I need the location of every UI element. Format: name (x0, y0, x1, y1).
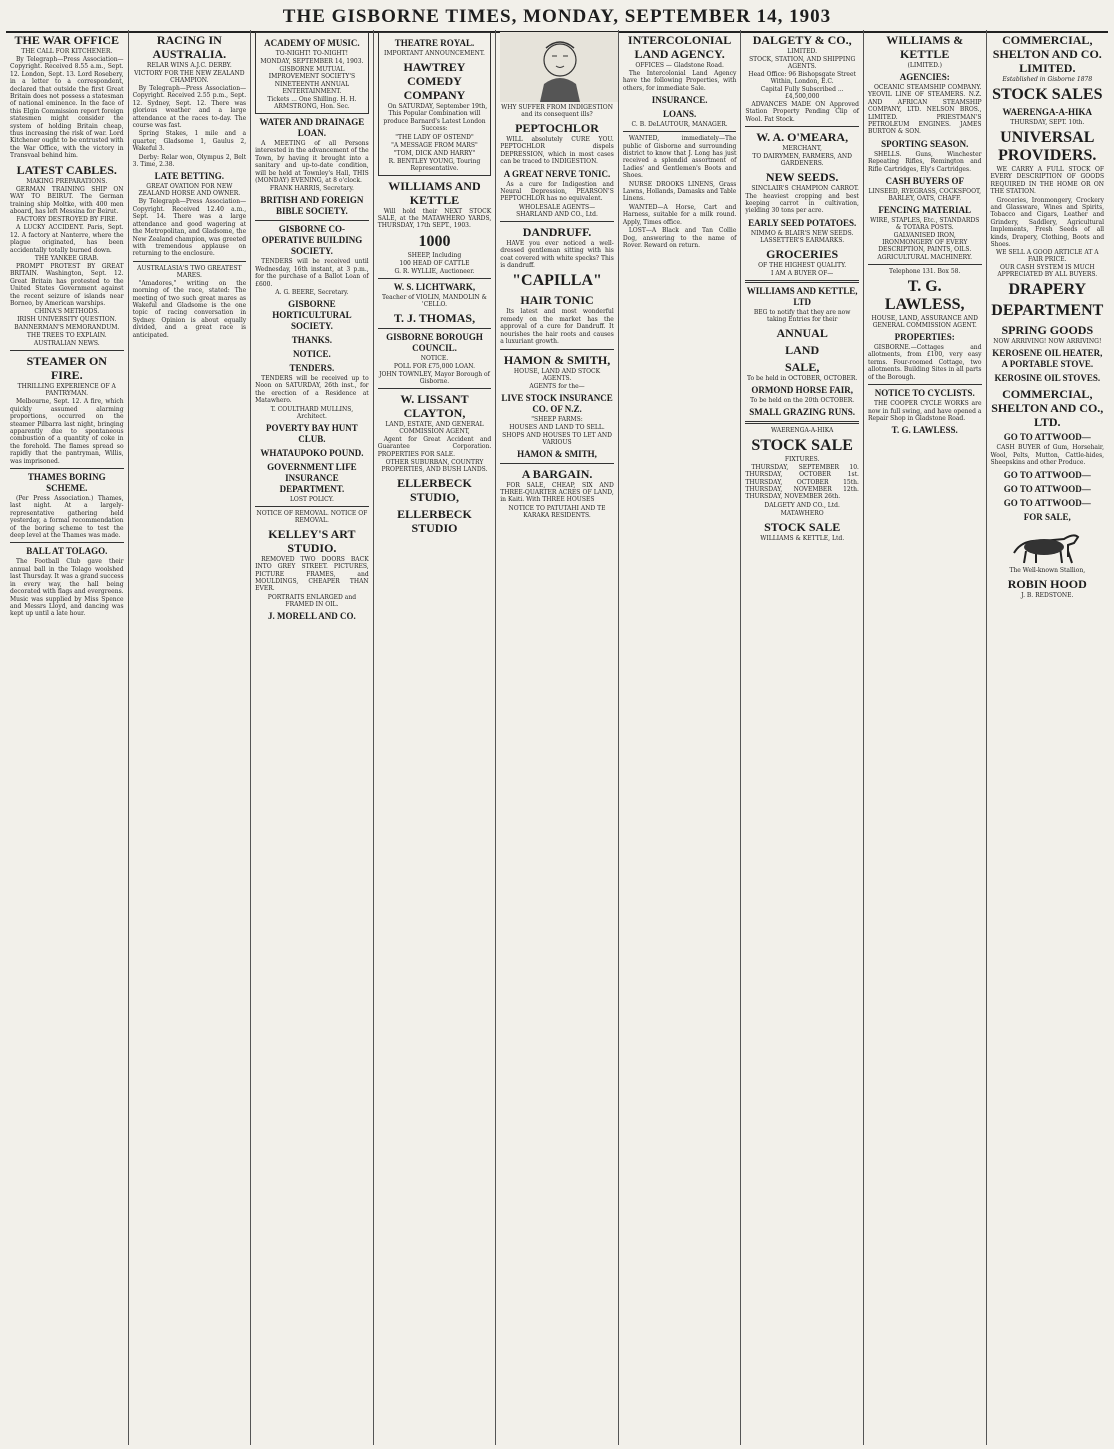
gentleman-illustration (500, 32, 619, 102)
australasia-heading: AUSTRALASIA'S TWO GREATEST MARES. (137, 264, 242, 279)
latest-cables-heading: LATEST CABLES. (16, 162, 117, 177)
racing-subheading: RELAR WINS A.J.C. DERBY. (146, 62, 232, 69)
column-2 (129, 30, 252, 1445)
agents-for: AGENTS for the— (529, 382, 585, 390)
lady-of-ostend: "THE LADY OF OSTEND" (395, 133, 474, 141)
fencing-body: WIRE, STAPLES, Etc., STANDARDS & TOTARA POSTS. (870, 217, 980, 232)
theatre-ad (378, 32, 492, 176)
derby-result: Derby: Relar won, Olympus 2, Belt 3. Time, 2.38. (132, 153, 247, 169)
capilla-heading: "CAPILLA" (512, 272, 602, 290)
govt-life-heading: GOVERNMENT LIFE INSURANCE DEPARTMENT. (267, 461, 357, 494)
agencies-heading: AGENCIES: (899, 72, 950, 82)
ellerbeck-heading-2: ELLERBECK STUDIO (397, 507, 472, 536)
late-betting-heading: LATE BETTING. (154, 171, 225, 182)
irish-heading: IRISH UNIVERSITY QUESTION. (17, 316, 117, 324)
stock-sales-heading: STOCK SALES (992, 86, 1103, 103)
williams-body: Will hold their NEXT STOCK SALE, at the MATAWHERO YARDS, THURSDAY, 17th SEPT., 1903. (377, 207, 492, 230)
commercial-heading-2: COMMERCIAL, SHELTON AND CO., LTD. (991, 387, 1104, 430)
theatre-sign: R. BENTLEY YOUNG, Touring Representative. (388, 157, 481, 172)
factory-body: A LUCKY ACCIDENT. Paris, Sept. 12. A factory at Nanterre, where the plague originated, has been accidentally totally burned down. (10, 224, 124, 254)
sport-body: SHELLS. Guns, Winchester Repeating Rifles, Remington and Rifle Cartridges, Ely's Cartridges. (867, 150, 982, 173)
williams-kettle-heading: WILLIAMS AND KETTLE, LTD (746, 285, 858, 307)
column-1 (6, 30, 129, 1445)
thames-heading: THAMES BORING SCHEME. (27, 472, 106, 494)
column-3 (251, 30, 374, 1445)
lost-policy: LOST POLICY. (289, 495, 334, 503)
classified-wanted: WANTED, immediately—The public of Gisborne and surrounding district to know that J. Long has just received a splendid assortment of Ladies' and Gentlemen's Boots and Shoes. (622, 135, 737, 180)
morell-heading: J. MORELL AND CO. (268, 610, 356, 621)
october: To be held in OCTOBER, OCTOBER. (746, 374, 858, 382)
grocers-list: Groceries, Ironmongery, Crockery and Glassware, Wines and Spirits, Tobacco and Cigars, Leather and Grindery, Saddlery, Agricultural Implements, Fresh Seeds of all kinds, Drapery, Clothing, Boots and Shoes. (990, 196, 1105, 249)
yankee-heading: THE YANKEE GRAB. (34, 254, 99, 262)
hair-tonic-heading: HAIR TONIC (520, 293, 594, 308)
horse-illustration (1002, 525, 1092, 565)
academy-ad (255, 32, 369, 114)
lawless-heading-2: T. G. LAWLESS. (891, 425, 958, 436)
academy-tonight: TO-NIGHT! TO-NIGHT! (275, 50, 349, 57)
stock-sale-heading: STOCK SALE (751, 436, 853, 454)
theatre-sub: IMPORTANT ANNOUNCEMENT. (384, 50, 485, 57)
academy-tickets: Tickets ... One Shilling. H. H. ARMSTRONG, Hon. Sec. (267, 96, 357, 110)
theatre-heading: THEATRE ROYAL. (394, 38, 475, 48)
matawhero-line: MATAWHERO (780, 509, 824, 517)
war-office-heading: THE WAR OFFICE (14, 33, 120, 47)
hawtrey-heading: HAWTREY COMEDY COMPANY (403, 60, 466, 102)
lassetter: NIMMO & BLAIR'S NEW SEEDS. LASSETTER'S EARMARKS. (750, 229, 854, 244)
machinery: AGRICULTURAL MACHINERY. (877, 254, 973, 262)
academy-heading: ACADEMY OF MUSIC. (264, 38, 360, 48)
omeara-heading: W. A. O'MEARA, (756, 130, 849, 145)
attwood-heading-3: GO TO ATTWOOD— (1003, 483, 1091, 494)
wk-sub: (LIMITED.) (907, 62, 942, 69)
stock-sale-heading-2: STOCK SALE (764, 519, 841, 534)
fencing-heading: FENCING MATERIAL (878, 205, 972, 216)
classified-horse: WANTED—A Horse, Cart and Harness, suitable for a milk round. Apply, Times office. (622, 203, 737, 226)
williams-heading: WILLIAMS AND KETTLE (388, 178, 481, 207)
bible-heading: BRITISH AND FOREIGN BIBLE SOCIETY. (260, 195, 364, 217)
cure-line: WHY SUFFER FROM INDIGESTION and its consequent ills? (501, 104, 613, 118)
australian-heading: AUSTRALIAN NEWS. (33, 340, 100, 348)
waerenga-line: WAERENGA-A-HIKA (770, 426, 834, 434)
ormond-heading: ORMOND HORSE FAIR, (751, 384, 853, 395)
clayton-heading: W. LISSANT CLAYTON, (400, 391, 469, 420)
kelleys-body: REMOVED TWO DOORS BACK INTO GREY STREET. PICTURES, PICTURE FRAMES, and MOULDINGS, CHEAPER THAN EVER. (255, 555, 369, 593)
insurance-heading: INSURANCE. (651, 95, 708, 106)
cattle-line: 100 HEAD OF CATTLE (399, 259, 470, 267)
coop-heading: GISBORNE CO-OPERATIVE BUILDING SOCIETY. (261, 224, 363, 257)
dalgety-sign: DALGETY AND CO., Ltd. (764, 501, 840, 509)
ormond-date: To be held on the 20th OCTOBER. (750, 396, 855, 404)
hamon-sub: HOUSE, LAND AND STOCK AGENTS. (513, 367, 601, 382)
land: LAND (785, 342, 820, 357)
annual: ANNUAL (776, 325, 828, 340)
column-9 (987, 30, 1109, 1445)
attwood-heading-2: GO TO ATTWOOD— (1003, 469, 1091, 480)
cash-items: LINSEED, RYEGRASS, COCKSFOOT, BARLEY, OATS, CHAFF. (868, 188, 982, 203)
australasia-body: "Amadores," writing on the morning of the race, stated: The meeting of two such great mares as Wakeful and Gladsome is the one topic of racing conversation in Sydney. Opinion is about equally divided, and a great race is anticipated. (132, 279, 247, 339)
academy-society: GISBORNE MUTUAL IMPROVEMENT SOCIETY'S (268, 66, 356, 80)
hawtrey-body: On SATURDAY, September 19th, This Popular Combination will produce Barnard's Latest London Success: (383, 103, 488, 133)
lichtwark-body: Teacher of VIOLIN, MANDOLIN & 'CELLO. (382, 293, 487, 308)
hamon-heading: HAMON & SMITH, (503, 352, 611, 367)
waerenga-heading: WAERENGA-A-HIKA (1002, 107, 1093, 117)
dalgety-sub: LIMITED. (787, 48, 818, 55)
omeara-sub: MERCHANT, (782, 145, 822, 153)
intercolonial-heading: INTERCOLONIAL LAND AGENCY. (627, 33, 732, 61)
bannerman-heading: BANNERMAN'S MEMORANDUM. (14, 324, 120, 332)
clayton-sub: LAND, ESTATE, AND GENERAL COMMISSION AGENT, (385, 420, 484, 435)
trees-heading: THE TREES TO EXPLAIN. (26, 332, 107, 340)
academy-date: MONDAY, SEPTEMBER 14, 1903. (260, 58, 364, 65)
drapery-heading: DRAPERY (1008, 281, 1087, 299)
making-prep-body: GERMAN TRAINING SHIP ON WAY TO BEIRUT. The German training ship Moltke, with 400 men aboard, has left Messina for Beirut. (10, 185, 124, 215)
sale: SALE, (784, 359, 820, 374)
borough-sign: JOHN TOWNLEY, Mayor Borough of Gisborne. (379, 370, 490, 385)
lawless-heading: T. G. LAWLESS, (884, 278, 965, 314)
column-8 (864, 30, 987, 1445)
hamon-heading-2: HAMON & SMITH, (517, 448, 597, 459)
thames-body: (Per Press Association.) Thames, last night. At a largely-representative gathering held yesterday, a formal recommendation of the boring scheme to test the deep level at the Thames was made. (10, 495, 124, 540)
sheep-line: SHEEP, Including (407, 251, 462, 259)
cash-heading: CASH BUYERS OF (885, 176, 964, 187)
cyclists-body: THE COOPER CYCLE WORKS are now in full swing, and have opened a Repair Shop in Gladstone Road. (867, 400, 982, 422)
thanks-heading: THANKS. (291, 335, 333, 346)
wk-body: BEG to notify that they are now taking Entries for their (753, 308, 851, 323)
omeara-body: TO DAIRYMEN, FARMERS, AND GARDENERS. (752, 153, 852, 168)
department-heading: DEPARTMENT (991, 302, 1104, 320)
arriving: NOW ARRIVING! NOW ARRIVING! (993, 338, 1102, 346)
racing-victory: VICTORY FOR THE NEW ZEALAND CHAMPION. (134, 70, 245, 84)
lichtwark-heading: W. S. LICHTWARK, (393, 281, 476, 292)
wk-head: WILLIAMS & KETTLE (886, 33, 964, 61)
sport-heading: SPORTING SEASON. (881, 138, 969, 149)
robin-hood: ROBIN HOOD (1007, 576, 1087, 591)
peptochlor-body: WILL absolutely CURE YOU. PEPTOCHLOR dispels DEPRESSION, which in most cases can be traced to INDIGESTION. (500, 136, 614, 166)
attwood-heading-4: GO TO ATTWOOD— (1003, 497, 1091, 508)
water-body: A MEETING of all Persons interested in the advancement of the Town, by having it brought into a sanitary and up-to-date condition, will be held at Townley's Hall, THIS (MONDAY) EVENING, at 8 o'clock. (255, 140, 369, 185)
intercolonial-sub: OFFICES — Gladstone Road. (635, 62, 724, 69)
tenders-heading: TENDERS. (289, 363, 335, 374)
seeds-body: SINCLAIR'S CHAMPION CARROT. The heaviest cropping and best keeping carrot in cultivation, yielding 30 tons per acre. (745, 185, 859, 215)
dalgety-lines: STOCK, STATION, AND SHIPPING AGENTS. (749, 56, 856, 70)
robin-sign: J. B. REDSTONE. (1021, 591, 1074, 599)
stoves-heading: KEROSINE OIL STOVES. (994, 373, 1101, 384)
great-nerve-heading: A GREAT NERVE TONIC. (503, 168, 611, 179)
coop-sign: A. G. BEERE, Secretary. (275, 289, 349, 297)
sheep-farms: "SHEEP FARMS: (531, 415, 583, 423)
stallion: The Well-known Stallion, (1009, 566, 1086, 574)
attwood-heading: GO TO ATTWOOD— (1003, 432, 1091, 443)
borough-heading: GISBORNE BOROUGH COUNCIL. (386, 331, 483, 353)
groceries-sub: OF THE HIGHEST QUALITY. (758, 261, 847, 269)
fixtures-heading: FIXTURES. (784, 455, 820, 463)
universal-body: WE CARRY A FULL STOCK OF EVERY DESCRIPTION OF GOODS REQUIRED IN THE HOME OR ON THE STATION. (990, 166, 1105, 196)
racing-body: By Telegraph—Press Association—Copyright. Received 2.55 p.m., Sept. 12. Sydney, Sept. 12. There was glorious weather and a large attendance at the races to-day. The course was fast. (132, 85, 247, 130)
peptochlor-heading: PEPTOCHLOR (515, 121, 599, 135)
borough-notice: NOTICE. (420, 354, 449, 362)
factory-heading: FACTORY DESTROYED BY FIRE. (16, 216, 118, 224)
buyer: I AM A BUYER OF— (771, 269, 834, 277)
dalgety-advances: ADVANCES MADE ON Approved Station Property Pending Clip of Wool. Fat Stock. (745, 101, 859, 123)
spring-stakes: Spring Stakes, 1 mile and a quarter, Gladsome 1, Gaulus 2, Wakeful 3. (132, 130, 247, 153)
column-6 (619, 30, 742, 1445)
dandruff-body: HAVE you ever noticed a well-dressed gentleman sitting with his coat covered with white specks? This is dandruff. (500, 239, 614, 270)
shops: SHOPS AND HOUSES TO LET AND VARIOUS (502, 431, 612, 446)
steamer-subheading: THRILLING EXPERIENCE OF A PANTRYMAN. (17, 383, 116, 398)
established: Established in Gisborne 1878 (1002, 76, 1093, 83)
kerosine-heading: KEROSENE OIL HEATER, A PORTABLE STOVE. (992, 348, 1103, 370)
column-5 (496, 30, 619, 1445)
intercolonial-body: The Intercolonial Land Agency have the following Properties, with others, for immediate Sale. (622, 70, 737, 92)
attwood-body: CASH BUYER of Gum, Horsehair, Wool, Pelts, Mutton, Cattle-hides, Sheepskins and other Produce. (990, 444, 1105, 467)
waerenga-date: THURSDAY, SEPT. 10th. (1010, 119, 1085, 126)
delautour-sign: C. B. DeLAUTOUR, MANAGER. (631, 121, 728, 129)
classified-nurse: NURSE DROOKS LINENS, Grass Lawns, Hollands, Damasks and Table Linens. (622, 180, 737, 203)
bargain-body: FOR SALE, CHEAP, SIX AND THREE-QUARTER ACRES OF LAND, in Kaiti. With THREE HOUSES (500, 481, 614, 504)
poverty-heading: POVERTY BAY HUNT CLUB. (266, 422, 358, 444)
spring-goods: SPRING GOODS (1001, 323, 1094, 338)
dalgety-office: Head Office: 96 Bishopsgate Street Within, London, E.C. (748, 71, 856, 85)
groceries-heading: GROCERIES (766, 246, 839, 261)
capilla-body: Its latest and most wonderful remedy on the market has the approval of a cure for Dandruff. It nourishes the hair roots and causes a luxuriant growth. (500, 308, 614, 346)
tj-heading: T. J. THOMAS, (393, 310, 476, 325)
early-seed-heading: EARLY SEED POTATOES. (748, 217, 857, 228)
column-4 (374, 30, 497, 1445)
academy-event: NINETEENTH ANNUAL ENTERTAINMENT. (274, 81, 350, 95)
cyclists-heading: NOTICE TO CYCLISTS. (874, 388, 975, 399)
war-office-subheading: THE CALL FOR KITCHENER. (21, 48, 113, 55)
dandruff-heading: DANDRUFF. (522, 224, 592, 239)
tenders-sign: T. COULTHARD MULLINS, Architect. (270, 405, 354, 420)
notice-pautahi: NOTICE TO PATUTAHI AND TE KARAKA RESIDENTS. (508, 504, 606, 519)
china-heading: CHINA'S METHODS. (34, 308, 100, 316)
agencies-body: OCEANIC STEAMSHIP COMPANY. YEOVIL LINE OF STEAMERS. N.Z. AND AFRICAN STEAMSHIP COMPANY, LTD. NELSON BROS., LIMITED. PRIESTMAN'S PETROLEUM ENGINES. JAMES BURTON & SON. (867, 84, 982, 136)
poll-heading: POLL FOR £75,000 LOAN. (393, 362, 475, 370)
iron: GALVANISED IRON, IRONMONGERY OF EVERY DESCRIPTION, PAINTS, OILS. (878, 232, 972, 254)
houses: HOUSES AND LAND TO SELL. (509, 423, 605, 431)
wholesale: WHOLESALE AGENTS— SHARLAND AND CO., Ltd. (516, 203, 598, 218)
tolago-body: The Football Club gave their annual ball in the Tolago woolshed last Thursday. It was a grand success in every way, the hall being decorated with flags and evergreens. Music was supplied by Miss Spence and Messrs Lloyd, and dancing was kept up until a late hour. (10, 558, 124, 618)
making-prep-heading: MAKING PREPARATIONS. (26, 177, 108, 185)
properties-body: GISBORNE.—Cottages and allotments, from £100, very easy terms. Four-roomed Cottage, two allotments. Building Sites in all parts of the Borough. (867, 344, 982, 381)
lawless-sub: HOUSE, LAND, ASSURANCE AND GENERAL COMMISSION AGENT. (871, 315, 978, 330)
water-sign: FRANK HARRIS, Secretary. (269, 185, 354, 193)
dalgety-heading: DALGETY & CO., (752, 33, 852, 47)
loans-heading: LOANS. (662, 109, 697, 120)
sell-line: WE SELL A GOOD ARTICLE AT A FAIR PRICE. (995, 249, 1099, 264)
ellerbeck-heading: ELLERBECK STUDIO, (397, 476, 472, 505)
new-seeds-heading: NEW SEEDS. (765, 170, 839, 185)
message-from-mars: "A MESSAGE FROM MARS" (391, 141, 478, 149)
wk-sign: WILLIAMS & KETTLE, Ltd. (760, 534, 845, 542)
coop-body: TENDERS will be received until Wednesday, 16th instant, at 3 p.m., for the purchase of a Ballot Loan of £600. (255, 258, 369, 288)
column-7 (741, 30, 864, 1445)
classified-lost-dog: LOST—A Black and Tan Collie Dog, answering to the name of Rover. Reward on return. (622, 227, 737, 249)
ovation-body: By Telegraph—Press Association—Copyright. Received 12.40 a.m., Sept. 14. There was a large attendance and good wagering at the Metropolitan, and Gladsome, the New Zealand champion, was greeted with tremendous applause on returning to the enclosure. (132, 198, 247, 258)
great-ovation-heading: GREAT OVATION FOR NEW ZEALAND HORSE AND OWNER. (138, 183, 241, 198)
telephone: Telephone 131. Box 58. (889, 268, 961, 276)
hort-heading: GISBORNE HORTICULTURAL SOCIETY. (272, 299, 352, 332)
steamer-heading: STEAMER ON FIRE. (26, 354, 107, 383)
tom-dick-harry: "TOM, DICK AND HARRY" (393, 149, 476, 157)
notice-heading: NOTICE. (293, 349, 331, 360)
racing-heading: RACING IN AUSTRALIA. (152, 33, 227, 61)
big-number: 1000 (418, 232, 451, 250)
tenders-body: TENDERS will be received up to Noon on SATURDAY, 26th inst., for the erection of a Residence at Matawhero. (255, 375, 369, 405)
masthead: THE GISBORNE TIMES, MONDAY, SEPTEMBER 14, 1903 (6, 4, 1108, 33)
properties-heading: PROPERTIES: (894, 332, 955, 343)
whataupoko-heading: WHATAUPOKO POUND. (260, 447, 364, 458)
dalgety-capital: Capital Fully Subscribed ... £4,500,000 (760, 86, 844, 100)
tolago-heading: BALL AT TOLAGO. (26, 546, 108, 557)
grazing-heading: SMALL GRAZING RUNS. (749, 406, 856, 417)
war-office-body: By Telegraph—Press Association—Copyright. Received 8.55 a.m., Sept. 12. London, Sept. 13. Lord Rosebery, in a letter to a correspondent, declared that outside the first Great Britain does not possess a statesman of national eminence. In the face of this Elgin Commission report foreign statesmen might consider the system of holding Britain cheap, thus increasing the risk of war. Lord Kitchener ought to be entrusted with the War Office, with the victory in Transvaal behind him. (10, 56, 124, 160)
suburban: OTHER SUBURBAN, COUNTRY PROPERTIES, AND BUSH LANDS. (381, 459, 488, 474)
portraits: PORTRAITS ENLARGED and FRAMED IN OIL. (267, 593, 357, 608)
cash-system: OUR CASH SYSTEM IS MUCH APPRECIATED BY ALL BUYERS. (997, 264, 1098, 279)
steamer-body: Melbourne, Sept. 12. A fire, which quickly assumed alarming proportions, occurred on the steamer Pilbarra last night, bringing apparently due to spontaneous combustion of a quantity of coke in the forehold. The flames spread so rapidly that the pantryman, Willis, was imprisoned. (10, 398, 124, 465)
williams-sign: G. R. WYLLIE, Auctioneer. (394, 267, 475, 275)
commercial-heading: COMMERCIAL, SHELTON AND CO. LIMITED. (992, 33, 1102, 75)
water-heading: WATER AND DRAINAGE LOAN. (259, 117, 365, 138)
clayton-body: Agent for Great Accident and Guarantee Corporation. PROPERTIES FOR SALE. (377, 435, 492, 458)
kelleys-heading: KELLEY'S ART STUDIO. (268, 526, 356, 555)
bargain-heading: A BARGAIN. (521, 466, 593, 481)
yankee-body: PROMPT PROTEST BY GREAT BRITAIN. Washington, Sept. 12. Great Britain has protested to the United States Government against the recent seizure of islands near Borneo, by American warships. (10, 262, 124, 307)
universal-heading: UNIVERSAL PROVIDERS. (998, 129, 1097, 164)
great-nerve-body: As a cure for Indigestion and Neural Depression, PEARSON'S PEPTOCHLOR has no equivalent. (500, 180, 614, 203)
columns (6, 30, 1108, 1445)
removal-heading: NOTICE OF REMOVAL. NOTICE OF REMOVAL. (256, 509, 368, 524)
for-sale: FOR SALE, (1023, 511, 1071, 522)
fixtures-body: THURSDAY, SEPTEMBER 10. THURSDAY, OCTOBER 1st. THURSDAY, OCTOBER 15th. THURSDAY, NOVEMBER 12th. THURSDAY, NOVEMBER 26th. (745, 463, 859, 501)
live-stock: LIVE STOCK INSURANCE CO. OF N.Z. (501, 392, 613, 414)
